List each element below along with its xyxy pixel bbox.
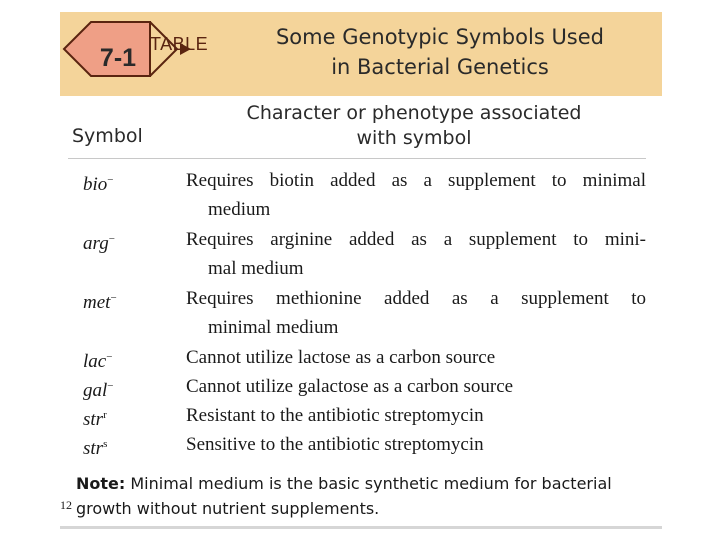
table-number: 7-1 [99, 44, 137, 72]
column-header-character: Character or phenotype associated with symbol [246, 102, 582, 149]
symbol-cell: lac− [83, 351, 113, 372]
symbol-cell: arg− [83, 233, 115, 254]
symbol-cell: gal− [83, 380, 114, 401]
description-cell: Requires biotin added as a supplement to minimal medium [186, 170, 646, 220]
page-number: 12 [60, 498, 72, 512]
description-cell: Requires methionine added as a supplement to minimal medium [186, 288, 646, 338]
symbol-cell: str$^s$ [83, 438, 108, 459]
note-label: Note: [76, 474, 126, 493]
symbol-cell: str$^r$ [83, 409, 107, 430]
table-footnote [76, 471, 656, 521]
header-divider [68, 158, 646, 159]
table-title [270, 22, 610, 82]
title-line-1: Some Genotypic Symbols Used [275, 25, 605, 49]
description-cell: Cannot utilize lactose as a carbon source [186, 347, 496, 368]
symbol-cell: met− [83, 292, 117, 313]
column-header-symbol: Symbol [72, 125, 143, 147]
description-cell: Resistant to the antibiotic streptomycin [186, 405, 484, 426]
symbol-cell: bio− [83, 174, 114, 195]
bottom-divider [60, 526, 662, 529]
description-cell: Requires arginine added as a supplement to mini- mal medium [186, 229, 646, 279]
description-cell: Sensitive to the antibiotic streptomycin [186, 434, 484, 455]
table-label: TABLE [150, 34, 209, 54]
title-line-2: in Bacterial Genetics [331, 55, 549, 79]
note-text: Minimal medium is the basic synthetic medium for bacterial growth without nutrient supplements. [76, 474, 612, 518]
description-cell: Cannot utilize galactose as a carbon source [186, 376, 514, 397]
